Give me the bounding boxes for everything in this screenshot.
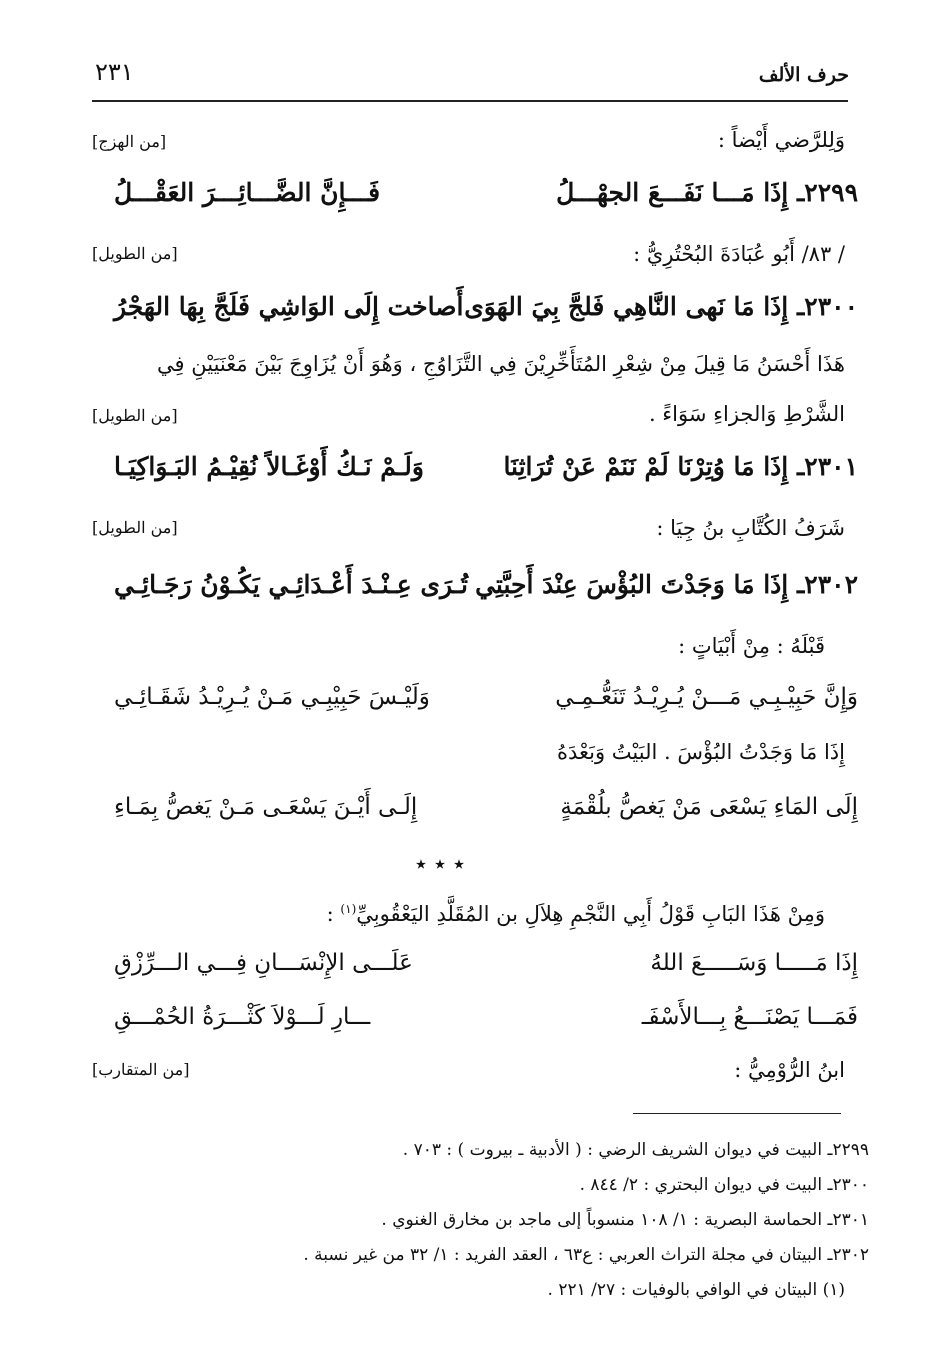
commentary-line-2: الشَّرْطِ وَالجزاءِ سَوَاءً . (648, 402, 845, 426)
section-intro-colon: : (326, 902, 341, 926)
verse-first-hemistich: إِذَا مَـــــا وَسَـــــعَ اللهُ (650, 950, 858, 976)
meter-label: [من الطويل] (92, 244, 178, 263)
footnote-1: (١) البيتان في الوافي بالوفيات : ٢٧/ ٢٢١ . (547, 1280, 845, 1300)
related-verse-1 (92, 684, 858, 726)
verse-first-hemistich: ٢٣٠٢ـ إِذَا مَا وَجَدْتَ البُؤْسَ عِنْدَ أَحِبَّتِي (475, 570, 858, 599)
related-verse-2 (92, 794, 858, 836)
context-intro: قَبْلَهُ : مِنْ أَبْيَاتٍ : (678, 634, 825, 658)
verse-first-hemistich: فَمَـــا يَصْنَـــعُ بِـــالأَسْفَـ (641, 1004, 858, 1030)
verse-first-hemistich: وَإِنَّ حَبِيْـبِـي مَـــنْ يُـرِيْـدُ تَنَعُّـمِـي (555, 684, 858, 710)
footnote-2300: ٢٣٠٠ـ البيت في ديوان البحتري : ٢/ ٨٤٤ . (579, 1175, 869, 1195)
commentary-line-1: هَذَا أَحْسَنُ مَا قِيلَ مِنْ شِعْرِ المُتَأَخِّرِيْنَ فِي التَّزَاوُجِ ، وَهُوَ أَنْ يُزَاوِجَ بَيْنَ مَعْنَيَيْنِ فِي (157, 352, 845, 376)
verse-second-hemistich: تُـرَى عِـنْـدَ أَعْـدَائِـي يَكُـوْنُ رَجَـائِـي (114, 570, 469, 599)
meter-label: [من المتقارب] (92, 1060, 190, 1079)
verse-first-hemistich: إِلَى المَاءِ يَسْعَى مَنْ يَغصُّ بلُقْمَةٍ (560, 794, 858, 820)
verse-first-hemistich: ٢٣٠١ـ إِذَا مَا وُتِرْنَا لَمْ نَنَمْ عَنْ تُرَاثِنَا (503, 452, 858, 481)
chapter-title: حرف الألف (758, 64, 849, 86)
meter-label: [من الطويل] (92, 406, 178, 425)
section-intro-text: وَمِنْ هَذَا البَابِ قَوْلُ أَبِي النَّجْمِ هِلاَلِ بن المُقَلَّدِ اليَعْقُوبِيِّ (356, 902, 825, 926)
verse-second-hemistich: إِلَـى أَيْـنَ يَسْعَـى مَـنْ يَغصُّ بِمَـاءِ (114, 794, 418, 820)
hazaj-verse-1 (92, 950, 858, 992)
footnote-marker: (١) (340, 902, 357, 916)
verse-second-hemistich: وَلَـمْ نَـكُ أَوْغَـالاً نُقِيْـمُ البَـوَاكِيَـا (114, 452, 424, 481)
verse-first-hemistich: ٢٣٠٠ـ إِذَا مَا نَهى النَّاهِي فَلجَّ بِيَ الهَوَى (464, 292, 858, 321)
verse-2301 (92, 452, 858, 494)
verse-second-hemistich: عَلَـــى الإِنْسَـــانِ فِـــي الـــرِّزْقِ (114, 950, 413, 976)
poet-intro: ابنُ الرُّوْمِيُّ : (734, 1058, 845, 1082)
hazaj-verse-2 (92, 1004, 858, 1046)
poet-intro: وَلِلرَّضي أَيْضاً : (717, 128, 845, 152)
verse-second-hemistich: ـــارِ لَـــوْلاَ كَثْـــرَةُ الحُمْـــقِ (114, 1004, 371, 1030)
verse-2302 (92, 570, 858, 612)
meter-label: [من الهزج] (92, 132, 167, 151)
verse-second-hemistich: فَـــإِنَّ الضَّـــائِـــرَ العَقْـــلُ (114, 178, 381, 207)
page-number: ٢٣١ (95, 58, 134, 86)
verse-first-hemistich: ٢٢٩٩ـ إِذَا مَـــا نَفَـــعَ الجهْـــلُ (556, 178, 858, 207)
verse-second-hemistich: أَصاخت إِلَى الوَاشِي فَلَجَّ بِهَا الهَجْرُ (114, 292, 464, 321)
verse-2299 (92, 178, 858, 220)
meter-label: [من الطويل] (92, 518, 178, 537)
poet-intro: شَرَفُ الكُتَّابِ بنُ جِيَا : (656, 516, 845, 540)
footnote-2299: ٢٢٩٩ـ البيت في ديوان الشريف الرضي : ( الأدبية ـ بيروت ) : ٧٠٣ . (402, 1140, 869, 1160)
verse-second-hemistich: وَلَيْـسَ حَبِيْبِـي مَـنْ يُـرِيْـدُ شَقَـائِـي (114, 684, 430, 710)
verse-2300 (92, 292, 858, 334)
footnote-2302: ٢٣٠٢ـ البيتان في مجلة التراث العربي : ع٦٣ ، العقد الفريد : ١/ ٣٢ من غير نسبة . (303, 1245, 869, 1265)
context-note: إِذَا مَا وَجَدْتُ البُؤْسَ . البَيْتُ وَبَعْدَهُ (556, 740, 845, 764)
section-separator: ٭ ٭ ٭ (415, 852, 465, 877)
header-divider (92, 100, 848, 102)
section-intro (327, 902, 825, 926)
poet-intro: / ٨٣/ أَبُو عُبَادَةَ البُحْتُرِيُّ : (633, 242, 845, 266)
footnote-divider (633, 1113, 841, 1114)
footnote-2301: ٢٣٠١ـ الحماسة البصرية : ١/ ١٠٨ منسوباً إلى ماجد بن مخارق الغنوي . (381, 1210, 869, 1230)
